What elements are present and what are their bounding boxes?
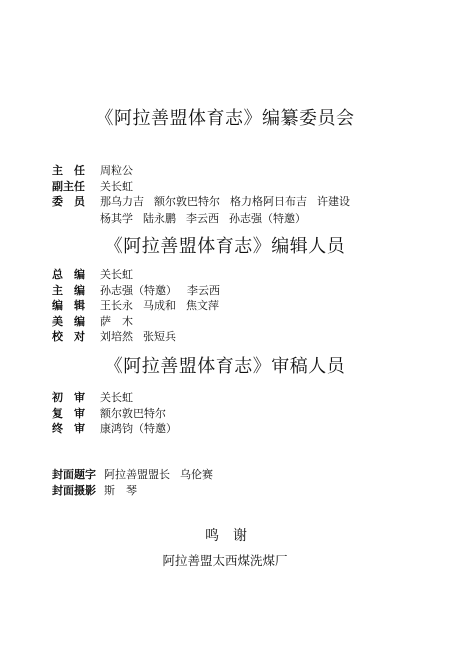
role-label: 委 员	[52, 195, 85, 208]
names-list	[100, 299, 219, 313]
person-name: 马成和	[143, 299, 176, 312]
role-label: 封面题字	[52, 468, 96, 481]
role-label: 主 编	[52, 284, 85, 297]
section2-row-editors	[52, 299, 432, 313]
person-name: 杨其学	[100, 212, 133, 225]
section2-row-art-editor	[52, 315, 432, 329]
acknowledgement-organization: 阿拉善盟太西煤洗煤厂	[162, 553, 288, 568]
person-name: 额尔敦巴特尔	[100, 407, 166, 420]
names-list	[100, 422, 177, 436]
person-name: 李云西	[187, 284, 220, 297]
names-list	[100, 195, 350, 209]
section1-row-members	[52, 195, 432, 209]
section2-row-proofreader	[52, 330, 432, 344]
person-name: 额尔敦巴特尔	[154, 195, 220, 208]
section2-row-editor-in-charge	[52, 284, 432, 298]
names-list	[104, 468, 213, 482]
acknowledgement-title: 鸣谢	[205, 528, 261, 544]
names-list	[100, 391, 133, 405]
person-name: 关长虹	[100, 268, 133, 281]
section2-title: 《阿拉善盟体育志》编辑人员	[104, 236, 346, 257]
person-name: 关长虹	[100, 180, 133, 193]
role-label: 终 审	[52, 422, 85, 435]
section3-title: 《阿拉善盟体育志》审稿人员	[104, 356, 346, 377]
section1-title: 《阿拉善盟体育志》编纂委员会	[95, 108, 355, 129]
person-name: 乌伦赛	[180, 468, 213, 481]
names-list	[104, 484, 137, 498]
names-list	[100, 407, 166, 421]
person-name: 萨 木	[100, 315, 133, 328]
names-list	[100, 164, 133, 178]
names-list	[100, 268, 133, 282]
person-name: 斯 琴	[104, 484, 137, 497]
person-name: 李云西	[186, 212, 219, 225]
person-name: 格力格阿日布吉	[230, 195, 307, 208]
section1-members-continuation	[100, 210, 306, 226]
section3-row-final-review	[52, 422, 432, 436]
cover-row-photography	[52, 484, 432, 498]
person-name: 康鸿钧（特邀）	[100, 422, 177, 435]
role-label: 副主任	[52, 180, 85, 193]
section2-row-chief-editor	[52, 268, 432, 282]
role-label: 总 编	[52, 268, 85, 281]
role-label: 封面摄影	[52, 484, 96, 497]
person-name: 阿拉善盟盟长	[104, 468, 170, 481]
person-name: 张短兵	[143, 330, 176, 343]
person-name: 许建设	[317, 195, 350, 208]
section1-row-vice-chair	[52, 180, 432, 194]
names-list	[100, 330, 176, 344]
cover-row-calligraphy	[52, 468, 432, 482]
role-label: 校 对	[52, 330, 85, 343]
names-list	[100, 284, 220, 298]
role-label: 编 辑	[52, 299, 85, 312]
role-label: 美 编	[52, 315, 85, 328]
person-name: 刘培然	[100, 330, 133, 343]
person-name: 孙志强（特邀）	[229, 212, 306, 225]
section3-row-second-review	[52, 407, 432, 421]
person-name: 焦文萍	[186, 299, 219, 312]
names-list	[100, 315, 133, 329]
role-label: 主 任	[52, 164, 85, 177]
names-list	[100, 180, 133, 194]
role-label: 初 审	[52, 391, 85, 404]
section3-row-first-review	[52, 391, 432, 405]
section1-row-chair	[52, 164, 432, 178]
person-name: 王长永	[100, 299, 133, 312]
role-label: 复 审	[52, 407, 85, 420]
person-name: 周粒公	[100, 164, 133, 177]
person-name: 关长虹	[100, 391, 133, 404]
person-name: 那乌力吉	[100, 195, 144, 208]
person-name: 孙志强（特邀）	[100, 284, 177, 297]
person-name: 陆永鹏	[143, 212, 176, 225]
